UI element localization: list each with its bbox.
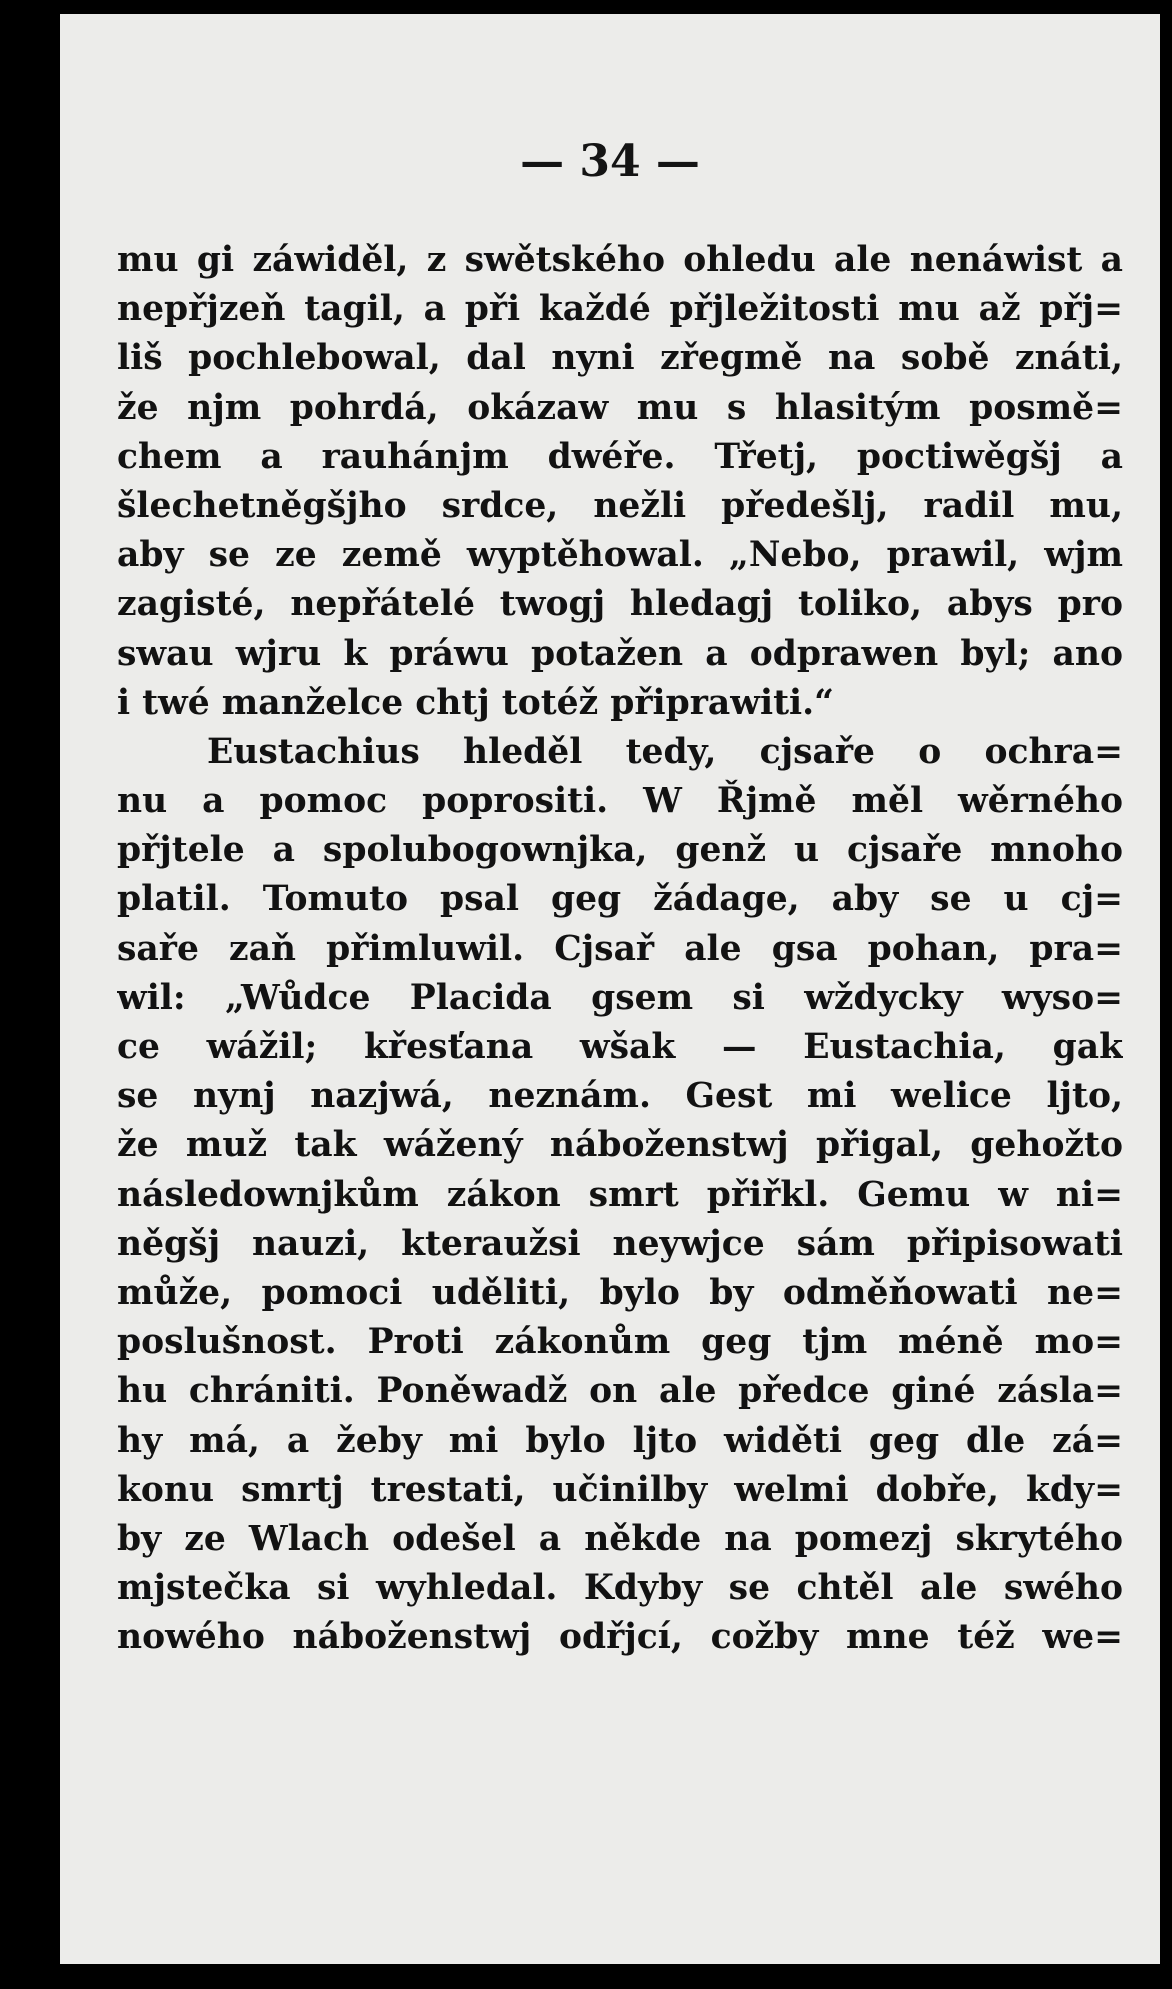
text-line: nepřjzeň tagil, a při každé přjležitosti mu až přj= — [117, 289, 1123, 330]
text-line: nowého náboženstwj odřjcí, cožby mne též we= — [117, 1617, 1123, 1658]
book-page — [60, 14, 1160, 1964]
text-line: ce wážil; křesťana wšak — Eustachia, gak — [117, 1027, 1123, 1067]
text-line: zagisté, nepřátelé twogj hledagj toliko, abys pro — [117, 584, 1123, 625]
text-line: mu gi záwiděl, z swětského ohledu ale nenáwist a — [117, 240, 1123, 280]
text-line: přjtele a spolubogownjka, genž u cjsaře mnoho — [117, 830, 1123, 871]
text-line: chem a rauhánjm dwéře. Třetj, poctiwěgšj a — [117, 436, 1123, 477]
text-line: následownjkům zákon smrt přiřkl. Gemu w ni= — [117, 1174, 1123, 1215]
text-line: se nynj nazjwá, neznám. Gest mi welice ljto, — [117, 1076, 1123, 1117]
text-line: hy má, a žeby mi bylo ljto widěti geg dle zá= — [117, 1420, 1123, 1461]
text-line: aby se ze země wyptěhowal. „Nebo, prawil, wjm — [117, 535, 1123, 576]
body-text — [117, 236, 1123, 1662]
text-line: i twé manželce chtj totéž připrawiti.“ — [117, 682, 834, 723]
text-line: může, pomoci uděliti, bylo by odměňowati ne= — [117, 1272, 1123, 1313]
text-line: poslušnost. Proti zákonům geg tjm méně mo= — [117, 1322, 1123, 1363]
text-line: že njm pohrdá, okázaw mu s hlasitým posmě= — [117, 387, 1123, 428]
text-line: něgšj nauzi, kteraužsi neywjce sám připisowati — [117, 1223, 1123, 1264]
text-line: mjstečka si wyhledal. Kdyby se chtěl ale swého — [117, 1568, 1123, 1609]
page-number: — 34 — — [520, 136, 700, 187]
text-line: šlechetněgšjho srdce, nežli předešlj, radil mu, — [117, 485, 1123, 526]
text-line: hu chrániti. Poněwadž on ale předce giné zásla= — [117, 1371, 1123, 1412]
text-line: Eustachius hleděl tedy, cjsaře o ochra= — [207, 731, 1123, 772]
text-line: že muž tak wážený náboženstwj přigal, gehožto — [117, 1125, 1123, 1166]
text-line: liš pochlebowal, dal nyni zřegmě na sobě znáti, — [117, 338, 1123, 379]
text-line: swau wjru k práwu potažen a odprawen byl; ano — [117, 633, 1123, 674]
text-line: wil: „Wůdce Placida gsem si wždycky wyso= — [117, 977, 1123, 1018]
text-line: by ze Wlach odešel a někde na pomezj skrytého — [117, 1518, 1123, 1559]
text-line: saře zaň přimluwil. Cjsař ale gsa pohan, pra= — [117, 928, 1123, 969]
text-line: nu a pomoc poprositi. W Řjmě měl wěrného — [117, 781, 1123, 822]
text-line: konu smrtj trestati, učinilby welmi dobře, kdy= — [117, 1469, 1123, 1510]
text-line: platil. Tomuto psal geg žádage, aby se u cj= — [117, 879, 1123, 920]
